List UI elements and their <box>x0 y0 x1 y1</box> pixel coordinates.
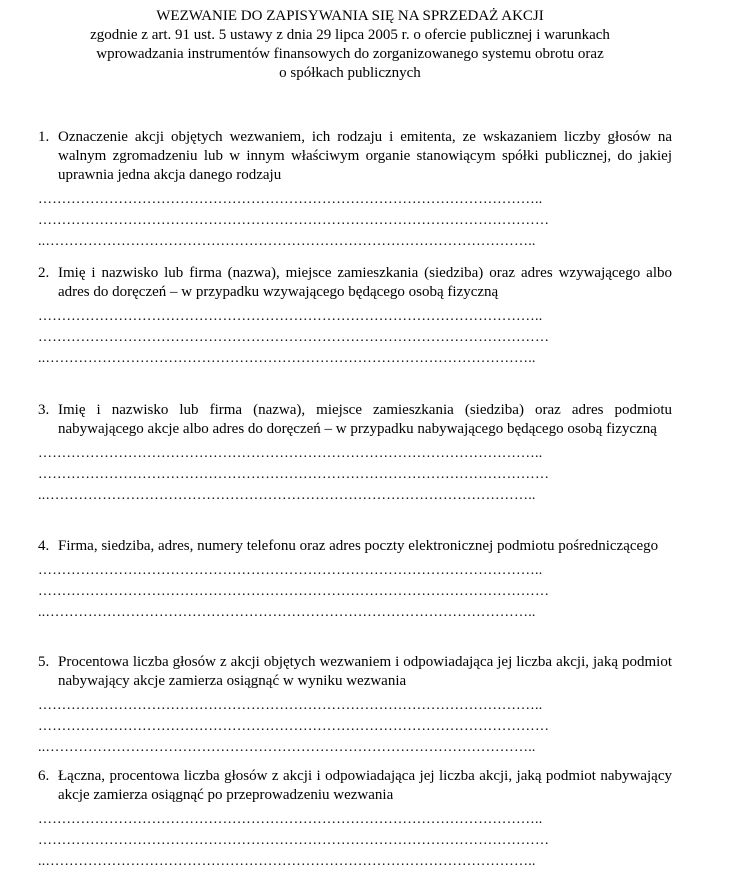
item-number: 6. <box>38 768 50 784</box>
answer-line[interactable]: ……………………………………………………………………………………………… <box>38 213 550 228</box>
item-description: Imię i nazwisko lub firma (nazwa), miejsce zamieszkania (siedziba) oraz adres podmiotu nabywającego akcje albo adres do doręczeń – w przypadku nabywającego będącego osobą fizyczną <box>58 402 672 437</box>
answer-line[interactable]: ..………………………………………………………………………………………….. <box>38 488 536 503</box>
answer-line[interactable]: ……………………………………………………………………………………………… <box>38 330 550 345</box>
document-subtitle-line-1: zgodnie z art. 91 ust. 5 ustawy z dnia 29 lipca 2005 r. o ofercie publicznej i warunkach <box>90 27 610 43</box>
answer-field[interactable] <box>38 189 672 252</box>
answer-line[interactable]: …………………………………………………………………………………………….. <box>38 192 543 207</box>
document-subtitle-line-2: wprowadzania instrumentów finansowych do zorganizowanego systemu obrotu oraz <box>96 46 604 62</box>
form-item-1 <box>38 128 672 252</box>
document-subtitle-line-3: o spółkach publicznych <box>279 65 421 81</box>
answer-field[interactable] <box>38 809 672 872</box>
answer-line[interactable]: ……………………………………………………………………………………………… <box>38 833 550 848</box>
answer-field[interactable] <box>38 443 672 506</box>
item-description: Oznaczenie akcji objętych wezwaniem, ich rodzaju i emitenta, ze wskazaniem liczby głosów na walnym zgromadzeniu lub w innym właściwym organie stanowiącym spółki publicznej, do jakiej uprawnia jedna akcja danego rodzaju <box>58 129 672 183</box>
answer-line[interactable]: ……………………………………………………………………………………………… <box>38 467 550 482</box>
item-number: 5. <box>38 654 50 670</box>
form-item-4 <box>38 537 672 623</box>
answer-line[interactable]: …………………………………………………………………………………………….. <box>38 812 543 827</box>
answer-line[interactable]: ..………………………………………………………………………………………….. <box>38 351 536 366</box>
answer-line[interactable]: …………………………………………………………………………………………….. <box>38 698 543 713</box>
form-item-3 <box>38 401 672 506</box>
answer-line[interactable]: ..………………………………………………………………………………………….. <box>38 605 536 620</box>
item-description: Imię i nazwisko lub firma (nazwa), miejsce zamieszkania (siedziba) oraz adres wzywającego albo adres do doręczeń – w przypadku wzywającego będącego osobą fizyczną <box>58 265 672 300</box>
answer-line[interactable]: …………………………………………………………………………………………….. <box>38 563 543 578</box>
answer-line[interactable]: ..………………………………………………………………………………………….. <box>38 854 536 869</box>
answer-line[interactable]: ..………………………………………………………………………………………….. <box>38 740 536 755</box>
answer-line[interactable]: …………………………………………………………………………………………….. <box>38 446 543 461</box>
item-number: 4. <box>38 538 50 554</box>
answer-line[interactable]: ……………………………………………………………………………………………… <box>38 719 550 734</box>
document-title: WEZWANIE DO ZAPISYWANIA SIĘ NA SPRZEDAŻ AKCJI <box>156 8 544 24</box>
item-description: Łączna, procentowa liczba głosów z akcji i odpowiadająca jej liczba akcji, jaką podmiot nabywający akcje zamierza osiągnąć po przeprowadzeniu wezwania <box>58 768 672 803</box>
answer-line[interactable]: ..………………………………………………………………………………………….. <box>38 234 536 249</box>
item-description: Firma, siedziba, adres, numery telefonu oraz adres poczty elektronicznej podmiotu pośredniczącego <box>58 538 659 554</box>
answer-line[interactable]: ……………………………………………………………………………………………… <box>38 584 550 599</box>
item-description: Procentowa liczba głosów z akcji objętych wezwaniem i odpowiadająca jej liczba akcji, jaką podmiot nabywający akcje zamierza osiągnąć w wyniku wezwania <box>58 654 672 689</box>
item-number: 1. <box>38 129 50 145</box>
answer-line[interactable]: …………………………………………………………………………………………….. <box>38 309 543 324</box>
form-item-5 <box>38 653 672 758</box>
item-number: 2. <box>38 265 50 281</box>
item-number: 3. <box>38 402 50 418</box>
answer-field[interactable] <box>38 306 672 369</box>
form-item-6 <box>38 767 672 872</box>
answer-field[interactable] <box>38 695 672 758</box>
document-header <box>0 7 700 83</box>
answer-field[interactable] <box>38 560 672 623</box>
form-item-2 <box>38 264 672 369</box>
